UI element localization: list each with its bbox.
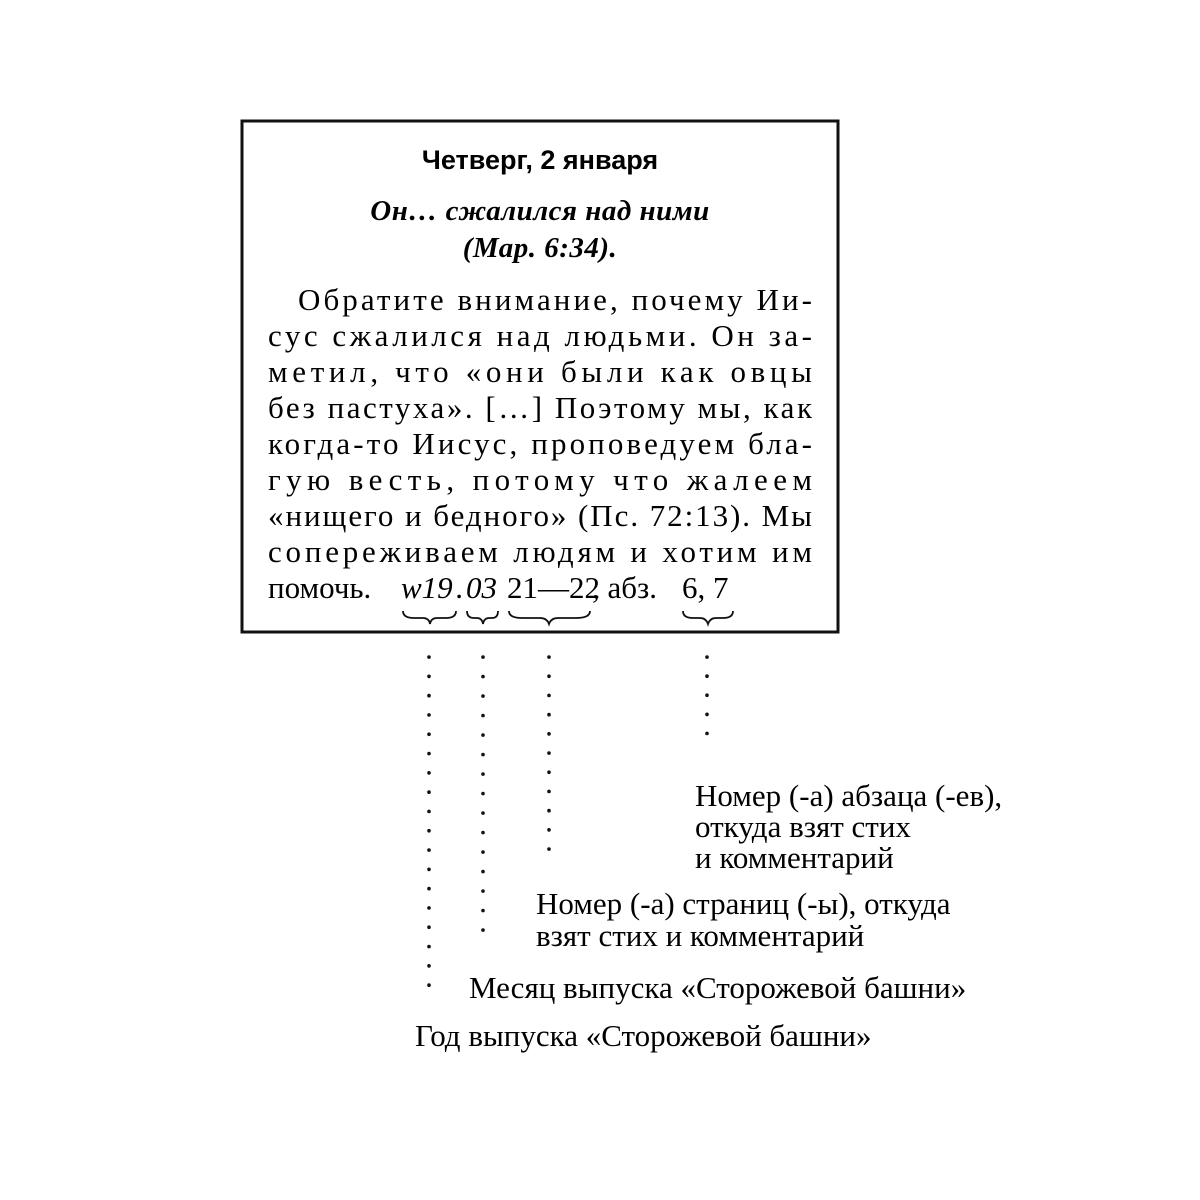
reference-year: w19 (401, 570, 453, 605)
body-line-3: метил, что «они были как овцы (268, 354, 812, 389)
reference-separator: , абз. (592, 570, 658, 605)
body-line-2: сус сжалился над людьми. Он за- (268, 318, 812, 353)
body-line-5: когда-то Иисус, проповедуем бла- (268, 426, 813, 461)
pages-caption-line-2: взят стих и комментарий (536, 918, 865, 953)
verse-line-2: (Мар. 6:34). (462, 232, 618, 264)
verse-line-1: Он… сжалился над ними (370, 195, 710, 227)
paragraph-caption-line-3: и комментарий (695, 840, 894, 875)
brace-pages (509, 611, 590, 624)
brace-year (403, 611, 456, 624)
reference-paragraphs: 6, 7 (682, 570, 729, 605)
body-line-1: Обратите внимание, почему Ии- (298, 282, 812, 317)
brace-month (467, 611, 498, 624)
body-line-last-prefix: помочь. (268, 570, 372, 605)
month-caption: Месяц выпуска «Сторожевой башни» (469, 970, 967, 1005)
reference-dot: . (456, 570, 464, 605)
paragraph-caption-line-1: Номер (-а) абзаца (-ев), (695, 778, 1003, 813)
body-line-7: «нищего и бедного» (Пс. 72:13). Мы (268, 498, 812, 533)
day-title: Четверг, 2 января (421, 145, 659, 175)
paragraph-caption-line-2: откуда взят стих (695, 809, 911, 844)
reference-pages: 21—22 (507, 570, 600, 605)
body-line-8: сопереживаем людям и хотим им (268, 534, 812, 569)
brace-paragraphs (683, 611, 733, 624)
reference-month: 03 (466, 570, 497, 605)
pages-caption-line-1: Номер (-а) страниц (-ы), откуда (536, 886, 951, 921)
year-caption: Год выпуска «Сторожевой башни» (415, 1018, 872, 1053)
body-line-4: без пастуха». […] Поэтому мы, как (268, 390, 812, 425)
body-line-6: гую весть, потому что жалеем (268, 462, 812, 497)
